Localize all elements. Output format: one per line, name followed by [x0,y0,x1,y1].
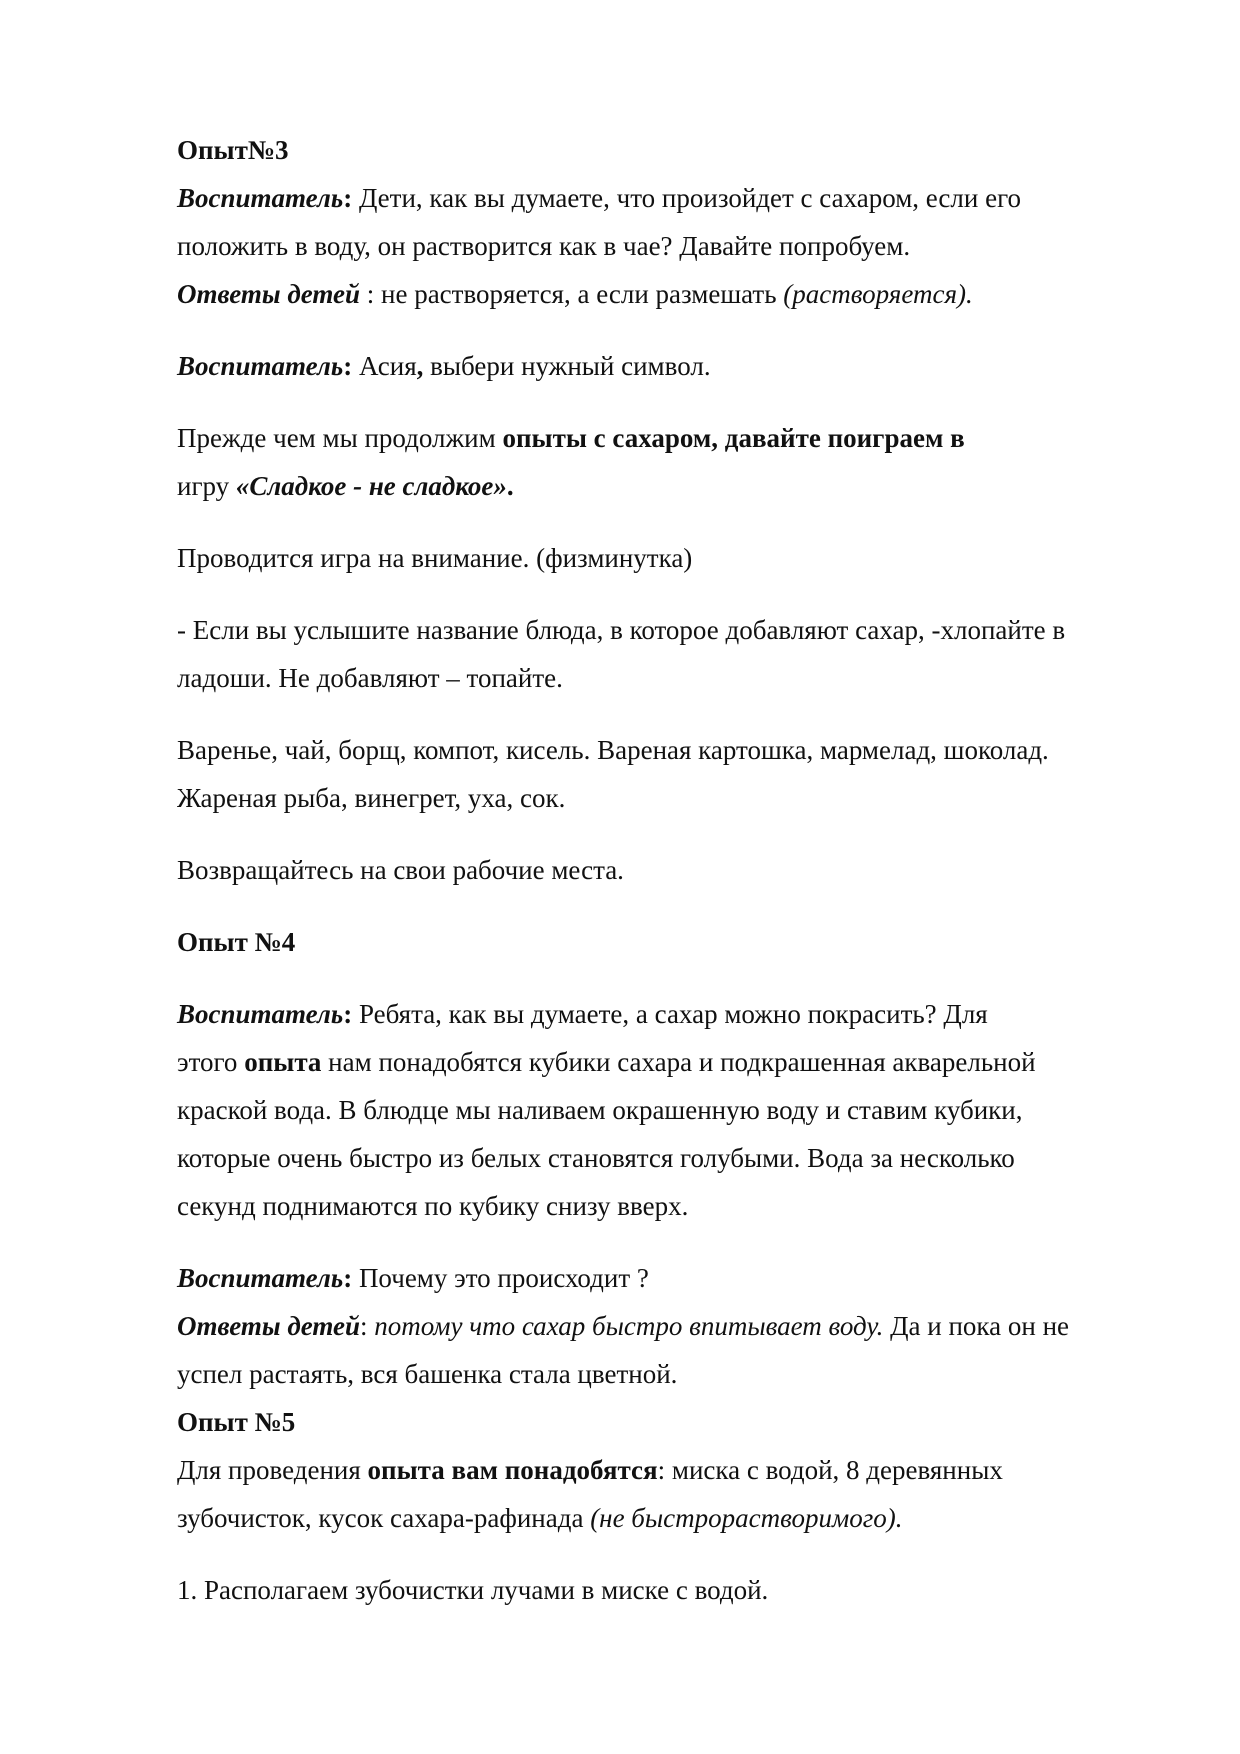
exp4-teacher-line-1: Воспитатель: Ребята, как вы думаете, а сахар можно покрасить? Для [177,999,988,1029]
exp4-teacher-line-5: секунд поднимаются по кубику снизу вверх. [177,1191,689,1221]
exp4-children-answer-line-2: успел растаять, вся башенка стала цветной. [177,1359,678,1389]
exp5-line-1: Для проведения опыта вам понадобятся: миска с водой, 8 деревянных [177,1455,1003,1485]
game-foods-line-1: Варенье, чай, борщ, компот, кисель. Вареная картошка, мармелад, шоколад. [177,735,1049,765]
game-rules-line-1: - Если вы услышите название блюда, в которое добавляют сахар, -хлопайте в [177,615,1066,645]
exp5-heading: Опыт №5 [177,1407,296,1437]
speaker-teacher: Воспитатель [177,1263,344,1293]
exp5-step-1: 1. Располагаем зубочистки лучами в миске с водой. [177,1575,769,1605]
exp4-teacher-line-4: которые очень быстро из белых становятся голубыми. Вода за несколько [177,1143,1015,1173]
exp4-teacher-question: Воспитатель: Почему это происходит ? [177,1263,649,1293]
exp3-children-answer: Ответы детей : не растворяется, а если размешать (растворяется). [177,279,973,309]
exp4-heading: Опыт №4 [177,927,296,957]
exp5-line-2: зубочисток, кусок сахара-рафинада (не быстрорастворимого). [177,1503,903,1533]
speaker-teacher: Воспитатель [177,183,344,213]
exp3-teacher-line-2: положить в воду, он растворится как в чае? Давайте попробуем. [177,231,911,261]
exp3-teacher-line-1: Воспитатель: Дети, как вы думаете, что произойдет с сахаром, если его [177,183,1021,213]
game-intro-line-1: Прежде чем мы продолжим опыты с сахаром, давайте поиграем в [177,423,965,453]
exp4-teacher-line-3: краской вода. В блюдце мы наливаем окрашенную воду и ставим кубики, [177,1095,1023,1125]
game-attention: Проводится игра на внимание. (физминутка) [177,543,693,573]
game-rules-line-2: ладоши. Не добавляют – топайте. [177,663,563,693]
speaker-children: Ответы детей [177,1311,361,1341]
exp3-heading: Опыт№3 [177,135,289,165]
game-return: Возвращайтесь на свои рабочие места. [177,855,624,885]
speaker-teacher: Воспитатель [177,999,344,1029]
exp4-teacher-line-2: этого опыта нам понадобятся кубики сахара и подкрашенная акварельной [177,1047,1036,1077]
exp4-children-answer-line-1: Ответы детей: потому что сахар быстро впитывает воду. Да и пока он не [177,1311,1069,1341]
speaker-children: Ответы детей [177,279,361,309]
game-intro-line-2: игру «Сладкое - не сладкое». [177,471,514,501]
game-foods-line-2: Жареная рыба, винегрет, уха, сок. [177,783,566,813]
exp3-teacher-symbol: Воспитатель: Асия, выбери нужный символ. [177,351,711,381]
speaker-teacher: Воспитатель [177,351,344,381]
document-body [177,126,1177,1614]
